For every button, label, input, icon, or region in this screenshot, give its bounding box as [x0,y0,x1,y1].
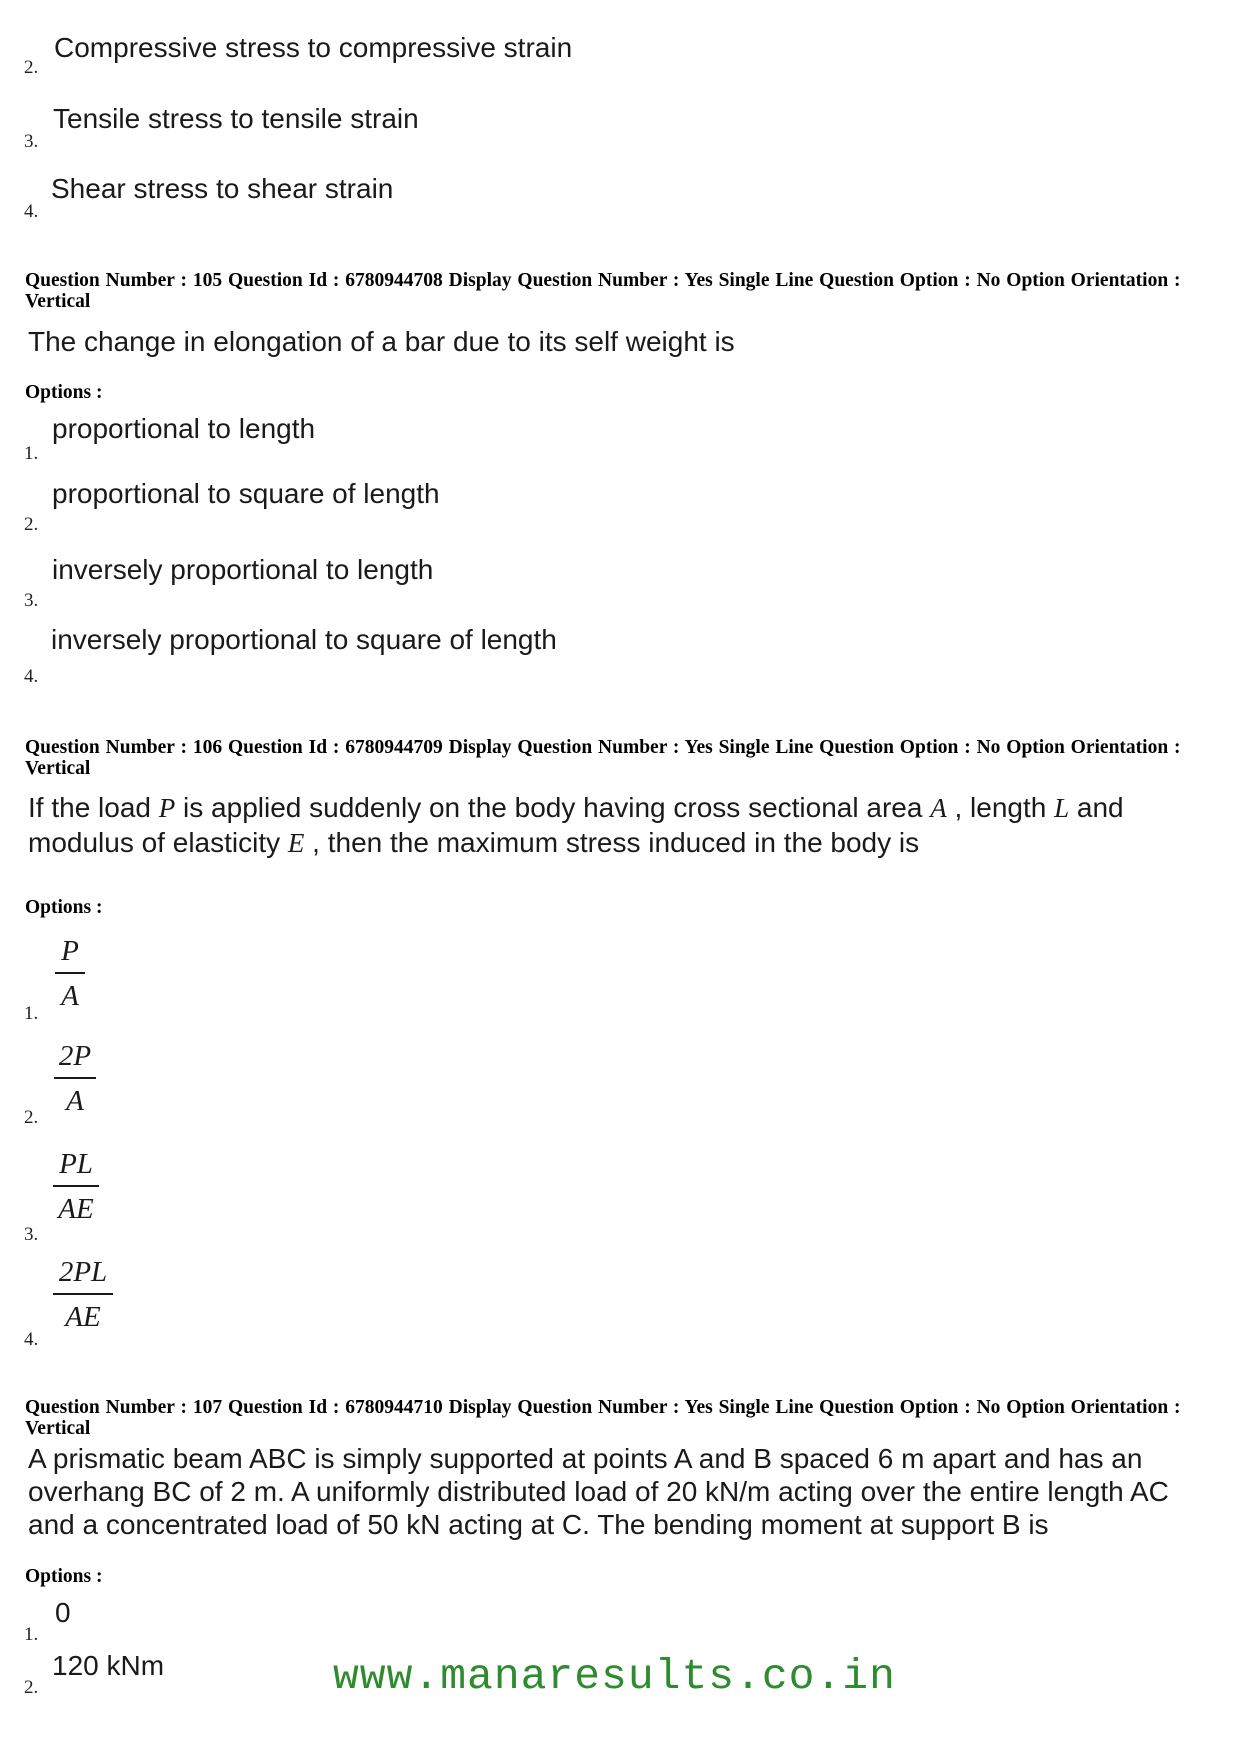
option-number: 4. [24,1329,39,1350]
option-number: 2. [24,1677,39,1698]
option-number: 2. [24,1107,39,1128]
option-number: 3. [24,131,39,152]
question-meta: Question Number : 107 Question Id : 6780944710 Display Question Number : Yes Single Line Question Option : No Option Orientation : Vertical [25,1397,1181,1439]
question-text-line-1: A prismatic beam ABC is simply supported at points A and B spaced 6 m apart and has an [28,1443,1143,1474]
question-text-line-2: modulus of elasticity E , then the maximum stress induced in the body is [28,827,920,858]
option-text: 0 [55,1597,71,1628]
option-number: 3. [24,1224,39,1245]
fraction-option: PL AE [53,1148,99,1226]
options-label: Options : [25,1566,103,1587]
question-text-line-2: overhang BC of 2 m. A uniformly distributed load of 20 kN/m acting over the entire length AC [28,1476,1169,1507]
fraction-option: P A [55,935,85,1013]
option-text: 120 kNm [52,1650,165,1681]
option-text: inversely proportional to square of length [51,624,557,655]
fraction-option: 2PL AE [53,1256,113,1334]
option-number: 2. [24,57,39,78]
option-text: proportional to length [52,413,316,444]
option-text: inversely proportional to length [52,554,434,585]
options-label: Options : [25,897,103,918]
option-text: Tensile stress to tensile strain [53,103,419,134]
option-number: 1. [24,1624,39,1645]
option-text: Compressive stress to compressive strain [54,32,573,63]
watermark-url: www.manaresults.co.in [333,1652,896,1701]
option-number: 2. [24,514,39,535]
option-text: Shear stress to shear strain [51,173,394,204]
option-number: 3. [24,590,39,611]
question-text-line-1: If the load P is applied suddenly on the body having cross sectional area A , length L and [28,792,1124,823]
option-number: 4. [24,666,39,687]
option-text: proportional to square of length [52,478,440,509]
fraction-option: 2P A [54,1040,96,1118]
option-number: 1. [24,443,39,464]
option-number: 1. [24,1003,39,1024]
question-meta: Question Number : 105 Question Id : 6780944708 Display Question Number : Yes Single Line Question Option : No Option Orientation : Vertical [25,270,1181,312]
option-number: 4. [24,201,39,222]
question-text-line-3: and a concentrated load of 50 kN acting at C. The bending moment at support B is [28,1509,1049,1540]
question-meta: Question Number : 106 Question Id : 6780944709 Display Question Number : Yes Single Line Question Option : No Option Orientation : Vertical [25,737,1181,779]
options-label: Options : [25,382,103,403]
question-text: The change in elongation of a bar due to its self weight is [28,326,735,357]
